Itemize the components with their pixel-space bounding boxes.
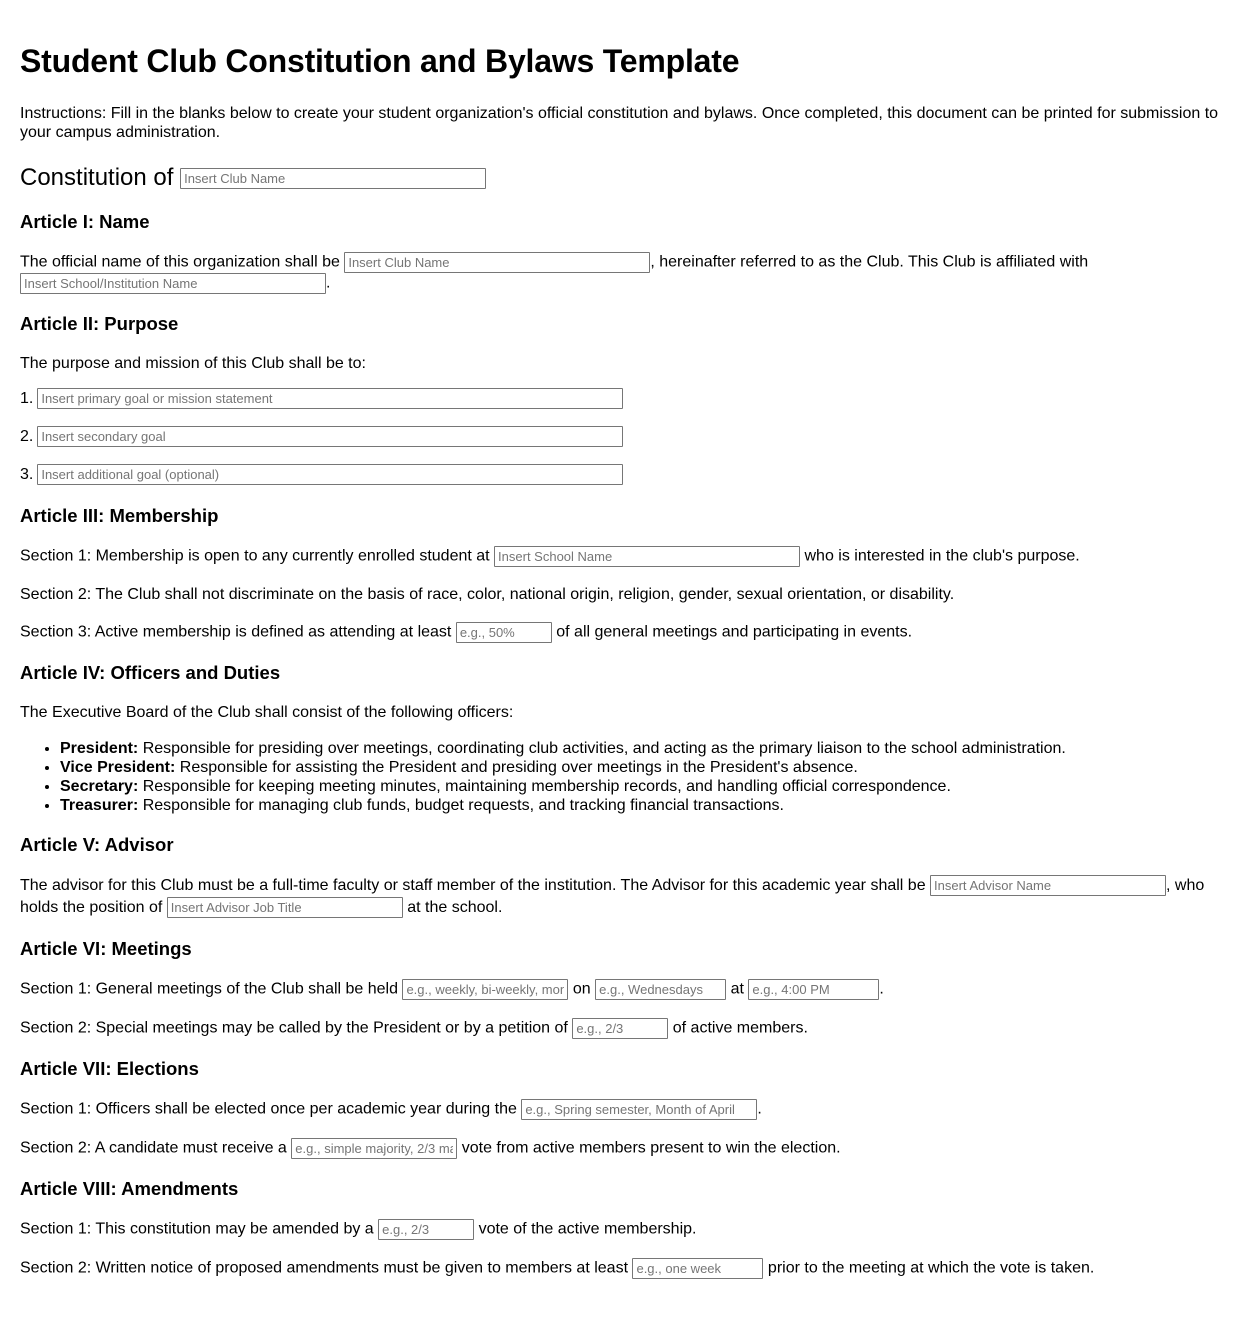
- article-3-s1-b: who is interested in the club's purpose.: [800, 547, 1080, 565]
- officer-duty: Responsible for keeping meeting minutes, maintaining membership records, and handling official correspondence.: [138, 778, 951, 795]
- article-3-section-3: [20, 622, 1227, 643]
- officers-list: [20, 739, 1227, 815]
- article-4-heading: Article IV: Officers and Duties: [20, 662, 281, 683]
- goal-item-1: [20, 388, 1227, 409]
- article-2-intro: The purpose and mission of this Club shall be to:: [20, 355, 366, 372]
- officer-role: Treasurer:: [60, 797, 139, 814]
- article-7-s2-b: vote from active members present to win the election.: [457, 1139, 841, 1157]
- advisor-job-title-input[interactable]: [167, 897, 403, 918]
- article-3-section-2: Section 2: The Club shall not discriminate on the basis of race, color, national origin, religion, gender, sexual orientation, or disability.: [20, 586, 955, 603]
- article-4-intro: The Executive Board of the Club shall consist of the following officers:: [20, 704, 514, 721]
- article-3-section-1: [20, 546, 1227, 567]
- additional-goal-input[interactable]: [37, 464, 623, 485]
- officer-role: Secretary:: [60, 778, 139, 795]
- meeting-frequency-input[interactable]: [402, 979, 568, 1000]
- article-6-s1-c: at: [726, 980, 749, 998]
- officer-duty: Responsible for presiding over meetings, coordinating club activities, and acting as the primary liaison to the school administration.: [138, 740, 1066, 757]
- goal-number: 2.: [20, 428, 34, 445]
- article-1-text-c: .: [326, 274, 331, 292]
- list-item: [60, 777, 1227, 796]
- instructions-text: Instructions: Fill in the blanks below to create your student organization's official constitution and bylaws. Once completed, this document can be printed for submission to your campus administration.: [20, 105, 1219, 141]
- article-5-text: [20, 875, 1227, 919]
- article-6-section-2: [20, 1018, 1227, 1039]
- article-8-section-2: [20, 1258, 1227, 1279]
- article-8-s1-a: Section 1: This constitution may be amended by a: [20, 1220, 379, 1238]
- article-5-text-c: at the school.: [402, 899, 503, 916]
- article-6-heading: Article VI: Meetings: [20, 938, 192, 959]
- document-page: [0, 42, 1247, 1279]
- goal-item-3: [20, 464, 1227, 485]
- article-8-section-1: [20, 1219, 1227, 1240]
- list-item: [60, 796, 1227, 815]
- active-membership-percent-input[interactable]: [456, 622, 552, 643]
- secondary-goal-input[interactable]: [37, 426, 623, 447]
- article-5-text-a: The advisor for this Club must be a full-time faculty or staff member of the institution. The Advisor for this academic year shall be: [20, 877, 931, 894]
- election-vote-threshold-input[interactable]: [291, 1138, 457, 1159]
- article-7-s1-a: Section 1: Officers shall be elected once per academic year during the: [20, 1100, 522, 1118]
- advisor-name-input[interactable]: [930, 875, 1166, 896]
- article-3-heading: Article III: Membership: [20, 505, 219, 526]
- article-3-s1-a: Section 1: Membership is open to any currently enrolled student at: [20, 547, 495, 565]
- officer-duty: Responsible for managing club funds, budget requests, and tracking financial transactions.: [138, 797, 784, 814]
- membership-school-input[interactable]: [494, 546, 800, 567]
- official-club-name-input[interactable]: [344, 252, 650, 273]
- article-6-s1-b: on: [568, 980, 596, 998]
- amendment-vote-input[interactable]: [378, 1219, 474, 1240]
- article-6-s1-a: Section 1: General meetings of the Club shall be held: [20, 980, 403, 998]
- article-8-heading: Article VIII: Amendments: [20, 1178, 239, 1199]
- officer-role: President:: [60, 740, 139, 757]
- meeting-day-input[interactable]: [595, 979, 726, 1000]
- officer-role: Vice President:: [60, 759, 176, 776]
- list-item: [60, 758, 1227, 777]
- article-2-heading: Article II: Purpose: [20, 313, 179, 334]
- article-6-section-1: [20, 979, 1227, 1000]
- officer-duty: Responsible for assisting the President and presiding over meetings in the President's absence.: [175, 759, 858, 776]
- article-1-text-a: The official name of this organization shall be: [20, 253, 345, 271]
- list-item: [60, 739, 1227, 758]
- article-3-s3-b: of all general meetings and participating in events.: [551, 623, 913, 641]
- goal-number: 3.: [20, 466, 34, 483]
- school-institution-input[interactable]: [20, 273, 326, 294]
- article-7-s1-b: .: [757, 1100, 762, 1118]
- constitution-club-name-input[interactable]: [180, 168, 486, 189]
- article-7-heading: Article VII: Elections: [20, 1058, 199, 1079]
- article-6-s2-b: of active members.: [668, 1019, 808, 1037]
- article-6-s1-d: .: [879, 980, 884, 998]
- amendment-notice-period-input[interactable]: [632, 1258, 763, 1279]
- special-meeting-petition-input[interactable]: [572, 1018, 668, 1039]
- article-7-s2-a: Section 2: A candidate must receive a: [20, 1139, 292, 1157]
- constitution-heading: [20, 164, 1227, 192]
- goal-number: 1.: [20, 390, 34, 407]
- election-period-input[interactable]: [521, 1099, 757, 1120]
- article-5-text-b: , who holds the position of: [20, 877, 1205, 916]
- article-8-s2-a: Section 2: Written notice of proposed amendments must be given to members at least: [20, 1259, 633, 1277]
- article-7-section-2: [20, 1138, 1227, 1159]
- article-7-section-1: [20, 1099, 1227, 1120]
- article-8-s1-b: vote of the active membership.: [474, 1220, 697, 1238]
- goal-item-2: [20, 426, 1227, 447]
- meeting-time-input[interactable]: [748, 979, 879, 1000]
- article-3-s3-a: Section 3: Active membership is defined as attending at least: [20, 623, 456, 641]
- article-1-heading: Article I: Name: [20, 211, 150, 232]
- article-1-text-b: , hereinafter referred to as the Club. This Club is affiliated with: [650, 253, 1089, 271]
- primary-goal-input[interactable]: [37, 388, 623, 409]
- page-title: Student Club Constitution and Bylaws Template: [20, 43, 740, 79]
- article-6-s2-a: Section 2: Special meetings may be called by the President or by a petition of: [20, 1019, 573, 1037]
- article-1-text: [20, 252, 1227, 294]
- constitution-prefix: Constitution of: [20, 164, 174, 191]
- article-5-heading: Article V: Advisor: [20, 834, 174, 855]
- article-8-s2-b: prior to the meeting at which the vote is taken.: [763, 1259, 1095, 1277]
